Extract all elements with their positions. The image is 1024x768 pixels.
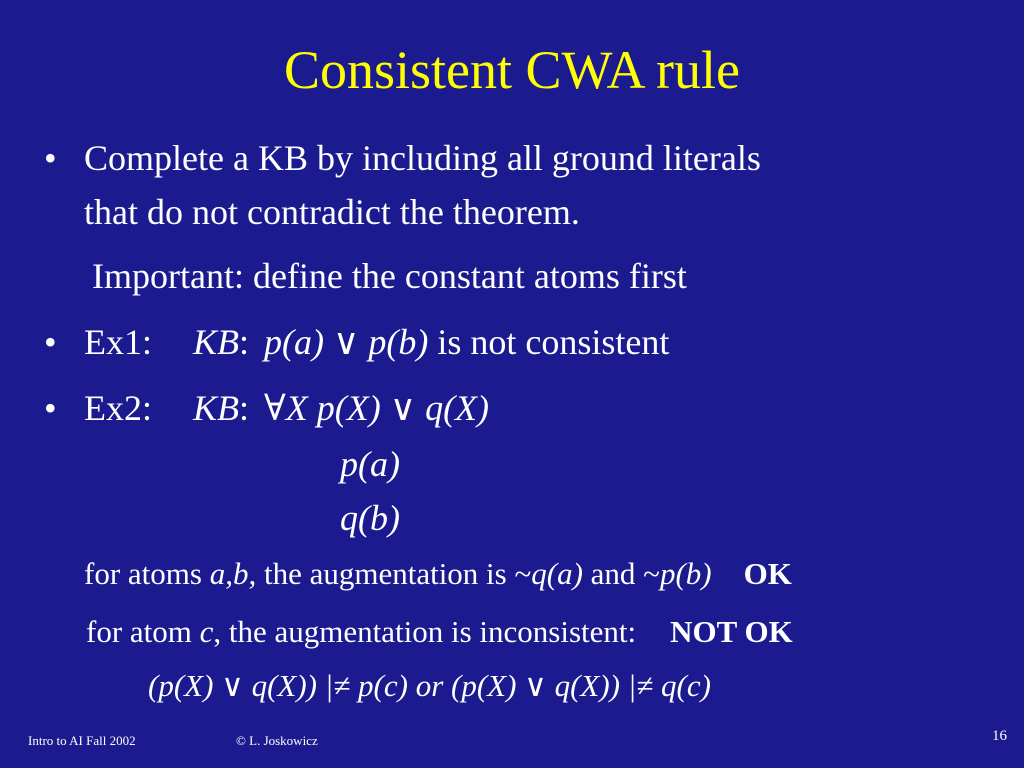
ex1-kb: KB (193, 322, 240, 362)
atom-c-text: , the augmentation is inconsistent: (213, 614, 637, 649)
atoms-ab-and: and ~ (582, 556, 660, 591)
ex2-label: Ex2: (84, 388, 152, 428)
ex2-line (84, 386, 489, 430)
slide-title: Consistent CWA rule (284, 40, 740, 100)
atoms-ab-atoms: a,b, (209, 556, 257, 591)
bullet1-line2: that do not contradict the theorem. (84, 192, 580, 232)
atoms-ab-line (84, 554, 792, 594)
atoms-ab-prefix: for atoms (84, 556, 210, 591)
bullet-marker: • (44, 138, 57, 178)
atom-c-prefix: for atom (86, 614, 200, 649)
page-number: 16 (992, 728, 1007, 744)
ex1-label: Ex1: (84, 322, 152, 362)
atoms-ab-verdict: OK (743, 556, 792, 591)
atoms-ab-middle: the augmentation is ~ (256, 556, 532, 591)
ex2-fact2 (340, 496, 400, 540)
ex2-fact2-text: q(b) (340, 498, 400, 538)
bullet1-line1: Complete a KB by including all ground literals (84, 138, 761, 178)
atoms-ab-lit2: p(b) (659, 556, 712, 591)
formula-text: (p(X) ∨ q(X)) |≠ p(c) or (p(X) ∨ q(X)) |≠ q(c) (148, 668, 711, 703)
ex2-kb: KB (193, 388, 240, 428)
ex1-colon: : (239, 322, 250, 362)
ex2-fact1 (340, 442, 400, 486)
atoms-ab-lit1: q(a) (531, 556, 583, 591)
formula-line (148, 666, 711, 706)
ex1-line (84, 320, 669, 364)
ex2-fact1-text: p(a) (340, 444, 400, 484)
important-note: Important: define the constant atoms first (92, 256, 687, 296)
bullet-marker: • (44, 322, 57, 362)
ex2-colon: : (239, 388, 250, 428)
ex1-text: is not consistent (428, 322, 670, 362)
ex1-formula: p(a) ∨ p(b) (264, 322, 429, 362)
footer-author: © L. Joskowicz (236, 733, 318, 748)
atom-c-atom: c (199, 614, 214, 649)
footer-course: Intro to AI Fall 2002 (28, 733, 136, 748)
atom-c-verdict: NOT OK (670, 614, 793, 649)
bullet-marker: • (44, 388, 57, 428)
ex2-formula: ∀X p(X) ∨ q(X) (264, 388, 490, 428)
atom-c-line (86, 612, 793, 652)
